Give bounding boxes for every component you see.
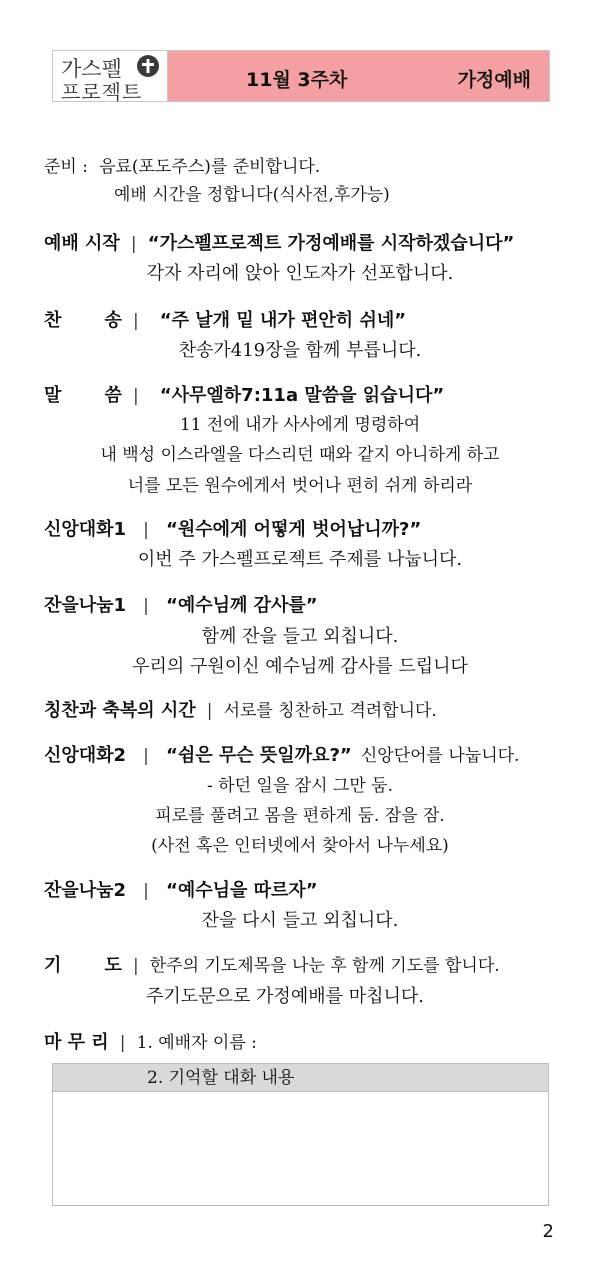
prep-label: 준비 : <box>44 157 88 177</box>
closing-row <box>44 1028 580 1054</box>
cup1-row <box>44 591 580 617</box>
word-quote: “사무엘하7:11a 말씀을 읽습니다” <box>159 385 445 406</box>
praise-label: 칭찬과 축복의 시간 <box>44 700 196 721</box>
prep-line1: 음료(포도주스)를 준비합니다. <box>99 157 321 177</box>
cup1-desc-1: 함께 잔을 들고 외칩니다. <box>201 626 399 647</box>
separator: | <box>119 1033 126 1053</box>
cup1-desc-2: 우리의 구원이신 예수님께 감사를 드립니다 <box>132 656 468 677</box>
cross-icon <box>137 55 159 77</box>
talk2-row <box>44 741 580 767</box>
start-quote: “가스펠프로젝트 가정예배를 시작하겠습니다” <box>147 233 515 254</box>
word-label-b: 씀 <box>104 385 122 406</box>
cup2-row <box>44 876 580 902</box>
prep-line2: 예배 시간을 정합니다(식사전,후가능) <box>114 185 390 205</box>
worship-kind: 가정예배 <box>457 69 531 91</box>
talk2-desc-1: - 하던 일을 잠시 그만 둠. <box>207 776 393 796</box>
talk1-quote: “원수에게 어떻게 벗어납니까?” <box>166 519 422 540</box>
memo-box-header: 2. 기억할 대화 내용 <box>53 1064 548 1092</box>
cup2-label: 잔을나눔2 <box>44 880 127 901</box>
header-bar <box>52 50 550 102</box>
start-row <box>44 229 580 255</box>
prayer-label-b: 도 <box>104 955 122 976</box>
prayer-label-a: 기 <box>44 955 62 976</box>
talk1-row <box>44 515 580 541</box>
cup1-label: 잔을나눔1 <box>44 595 127 616</box>
talk2-quote: “쉼은 무슨 뜻일까요?” <box>166 745 352 766</box>
separator: | <box>143 520 149 540</box>
separator: | <box>130 234 137 254</box>
talk2-tail: 신앙단어를 나눕니다. <box>360 746 520 766</box>
gospel-project-logo <box>53 51 168 104</box>
header-band <box>168 51 549 101</box>
worshipper-name-label: 1. 예배자 이름 : <box>136 1033 257 1053</box>
week-label: 11월 3주차 <box>246 69 348 91</box>
start-label: 예배 시작 <box>44 233 120 254</box>
logo-line2: 프로젝트 <box>61 80 143 104</box>
separator: | <box>206 701 213 721</box>
word-label-a: 말 <box>44 385 62 406</box>
hymn-desc: 찬송가419장을 함께 부릅니다. <box>178 340 422 361</box>
verse-line-1: 11 전에 내가 사사에게 명령하여 <box>179 415 421 435</box>
prayer-row2 <box>146 982 580 1008</box>
prayer-line1: 한주의 기도제목을 나눈 후 함께 기도를 합니다. <box>149 956 500 976</box>
prayer-line2: 주기도문으로 가정예배를 마칩니다. <box>146 986 424 1007</box>
talk1-desc: 이번 주 가스펠프로젝트 주제를 나눕니다. <box>137 549 463 570</box>
cup2-desc: 잔을 다시 들고 외칩니다. <box>201 910 399 931</box>
separator: | <box>143 596 149 616</box>
praise-desc: 서로를 칭찬하고 격려합니다. <box>223 701 437 721</box>
prep-row2 <box>114 180 580 205</box>
talk1-label: 신앙대화1 <box>44 519 127 540</box>
hymn-label-a: 찬 <box>44 310 62 331</box>
cup1-quote: “예수님께 감사를” <box>166 595 318 616</box>
separator: | <box>143 881 149 901</box>
verse-line-2: 내 백성 이스라엘을 다스리던 때와 같지 아니하게 하고 <box>100 445 500 465</box>
verse-line-3: 너를 모든 원수에게서 벗어나 편히 쉬게 하리라 <box>127 476 473 496</box>
separator: | <box>132 311 139 331</box>
hymn-label-b: 송 <box>104 310 122 331</box>
praise-row <box>44 696 580 722</box>
memo-box[interactable] <box>52 1063 549 1206</box>
hymn-quote: “주 날개 밑 내가 편안히 쉬네” <box>159 310 407 331</box>
separator: | <box>132 956 139 976</box>
talk2-label: 신앙대화2 <box>44 745 127 766</box>
talk2-desc-2: 피로를 풀려고 몸을 편하게 둠. 잠을 잠. <box>155 806 445 826</box>
separator: | <box>132 386 139 406</box>
word-row <box>44 381 580 407</box>
talk2-desc-3: (사전 혹은 인터넷에서 찾아서 나누세요) <box>151 836 449 856</box>
logo-line1: 가스펠 <box>61 57 122 81</box>
cup2-quote: “예수님을 따르자” <box>166 880 318 901</box>
page-number: 2 <box>542 1221 554 1242</box>
closing-label: 마 무 리 <box>44 1032 109 1053</box>
prayer-row <box>44 951 580 977</box>
start-desc: 각자 자리에 앉아 인도자가 선포합니다. <box>146 263 454 284</box>
prep-row <box>44 152 580 177</box>
separator: | <box>143 746 149 766</box>
hymn-row <box>44 306 580 332</box>
